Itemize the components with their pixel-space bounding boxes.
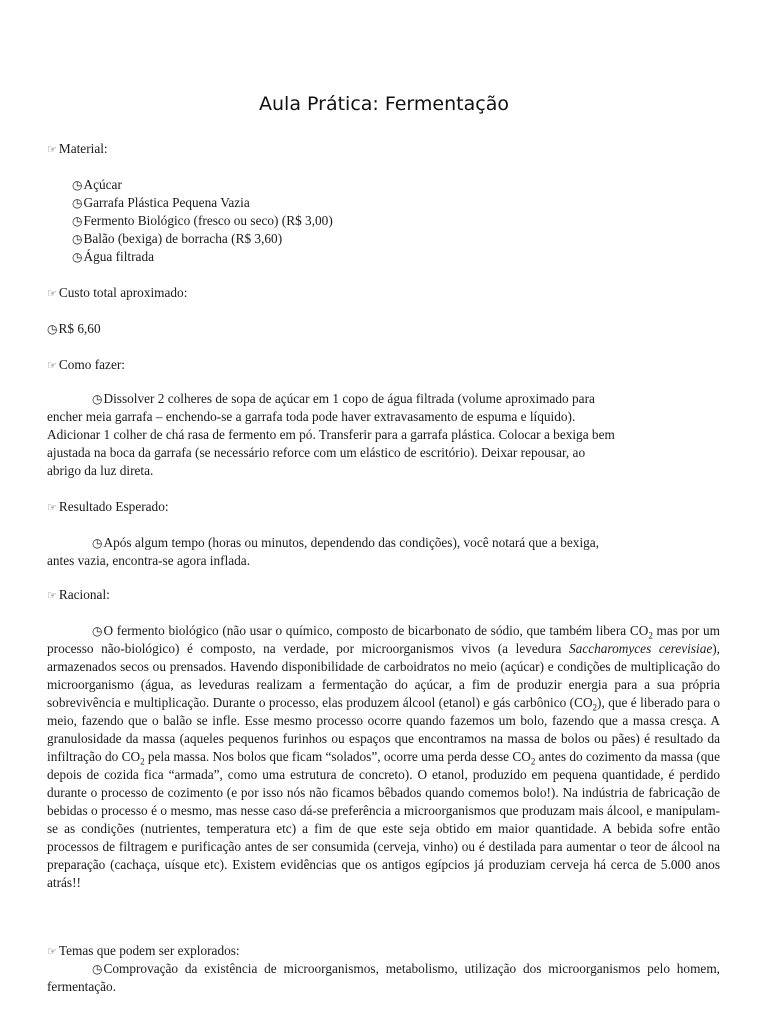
clock-icon: ◷ (92, 536, 103, 550)
list-item: ◷Açúcar (72, 177, 122, 192)
clock-icon: ◷ (72, 250, 83, 264)
clock-icon: ◷ (72, 196, 83, 210)
section-heading-resultado: ☞ Resultado Esperado: (47, 499, 169, 514)
list-item: ◷Fermento Biológico (fresco ou seco) (R$ 3,00) (72, 213, 333, 228)
cost-value: ◷R$ 6,60 (47, 321, 101, 336)
hand-pointer-icon: ☞ (47, 359, 57, 372)
clock-icon: ◷ (92, 962, 103, 976)
clock-icon: ◷ (47, 322, 58, 336)
list-item: ◷Balão (bexiga) de borracha (R$ 3,60) (72, 231, 283, 246)
hand-pointer-icon: ☞ (47, 945, 57, 958)
hand-pointer-icon: ☞ (47, 501, 57, 514)
section-heading-temas: ☞ Temas que podem ser explorados: (47, 943, 240, 958)
list-item: ◷Garrafa Plástica Pequena Vazia (72, 195, 250, 210)
resultado-paragraph: ◷Após algum tempo (horas ou minutos, dependendo das condições), você notará que a bexiga, antes vazia, encontra-se agora inflada. (47, 535, 600, 568)
como-fazer-paragraph: ◷Dissolver 2 colheres de sopa de açúcar em 1 copo de água filtrada (volume aproximado para encher meia garrafa – enchendo-se a garrafa toda pode haver extravasamento de espuma e líquido). Adicionar 1 colher de chá rasa de fermento em pó. Transferir para a garrafa plástica. Colocar a bexiga bem ajustada na boca da garrafa (se necessário reforce com um elástico de escritório). Deixar repousar, ao abrigo da luz direta. (47, 391, 615, 478)
section-heading-custo: ☞ Custo total aproximado: (47, 285, 188, 300)
clock-icon: ◷ (72, 178, 83, 192)
list-item: ◷Água filtrada (72, 249, 155, 264)
hand-pointer-icon: ☞ (47, 143, 57, 156)
page-title: Aula Prática: Fermentação (259, 93, 509, 115)
section-heading-racional: ☞ Racional: (47, 587, 110, 602)
clock-icon: ◷ (72, 232, 83, 246)
section-heading-como-fazer: ☞ Como fazer: (47, 357, 125, 372)
racional-paragraph: ◷O fermento biológico (não usar o químico, composto de bicarbonato de sódio, que também libera $CO_2$ mas por um processo não-biológico) é composto, na verdade, por microorganismos vivos (a levedura Saccharomyces cerevisiae), armazenados secos ou prensados. Havendo disponibilidade de carboidratos no meio (açúcar) e condições de multiplicação do microorganismo (água, as leveduras realizam a fermentação do açúcar, a fim de produzir energia para a sua própria sobrevivência e multiplicação. Durante o processo, elas produzem álcool (etanol) e gás carbônico $(CO_2)$, que é liberado para o meio, fazendo que o balão se infle. Esse mesmo processo ocorre quando fazemos um bolo, fazendo que a massa cresça. A granulosidade da massa (aqueles pequenos furinhos ou espaços que encontramos na massa de bolos ou pães) é resultado da infiltração do $CO_2$ pela massa. Nos bolos que ficam “solados”, ocorre uma perda desse $CO_2$ antes do cozimento da massa (que depois de cozida fica “armada”, como uma estrutura de concreto). O etanol, produzido em pequena quantidade, é perdido durante o processo de cozimento (e por isso nós não ficamos bêbados quando comemos bolo!). Na indústria de fabricação de bebidas o processo é o mesmo, mas nesse caso dá-se preferência a microorganismos que produzam mais álcool, e manipulam-se as condições (nutrientes, temperatura etc) a fim de que este seja obtido em maior quantidade. A bebida sofre então processos de filtragem e purificação antes de ser consumida (cerveja, vinho) ou é destilada para aumentar o teor de álcool na preparação (cachaça, uísque etc). Existem evidências que os antigos egípcios já produziam cerveja há cerca de 5.000 anos atrás!! (47, 623, 721, 890)
clock-icon: ◷ (92, 392, 103, 406)
hand-pointer-icon: ☞ (47, 589, 57, 602)
temas-paragraph: ◷Comprovação da existência de microorganismos, metabolismo, utilização dos microorganismos pelo homem, fermentação. (47, 961, 720, 994)
clock-icon: ◷ (92, 624, 103, 638)
section-heading-material: ☞ Material: (47, 141, 108, 156)
clock-icon: ◷ (72, 214, 83, 228)
hand-pointer-icon: ☞ (47, 287, 57, 300)
